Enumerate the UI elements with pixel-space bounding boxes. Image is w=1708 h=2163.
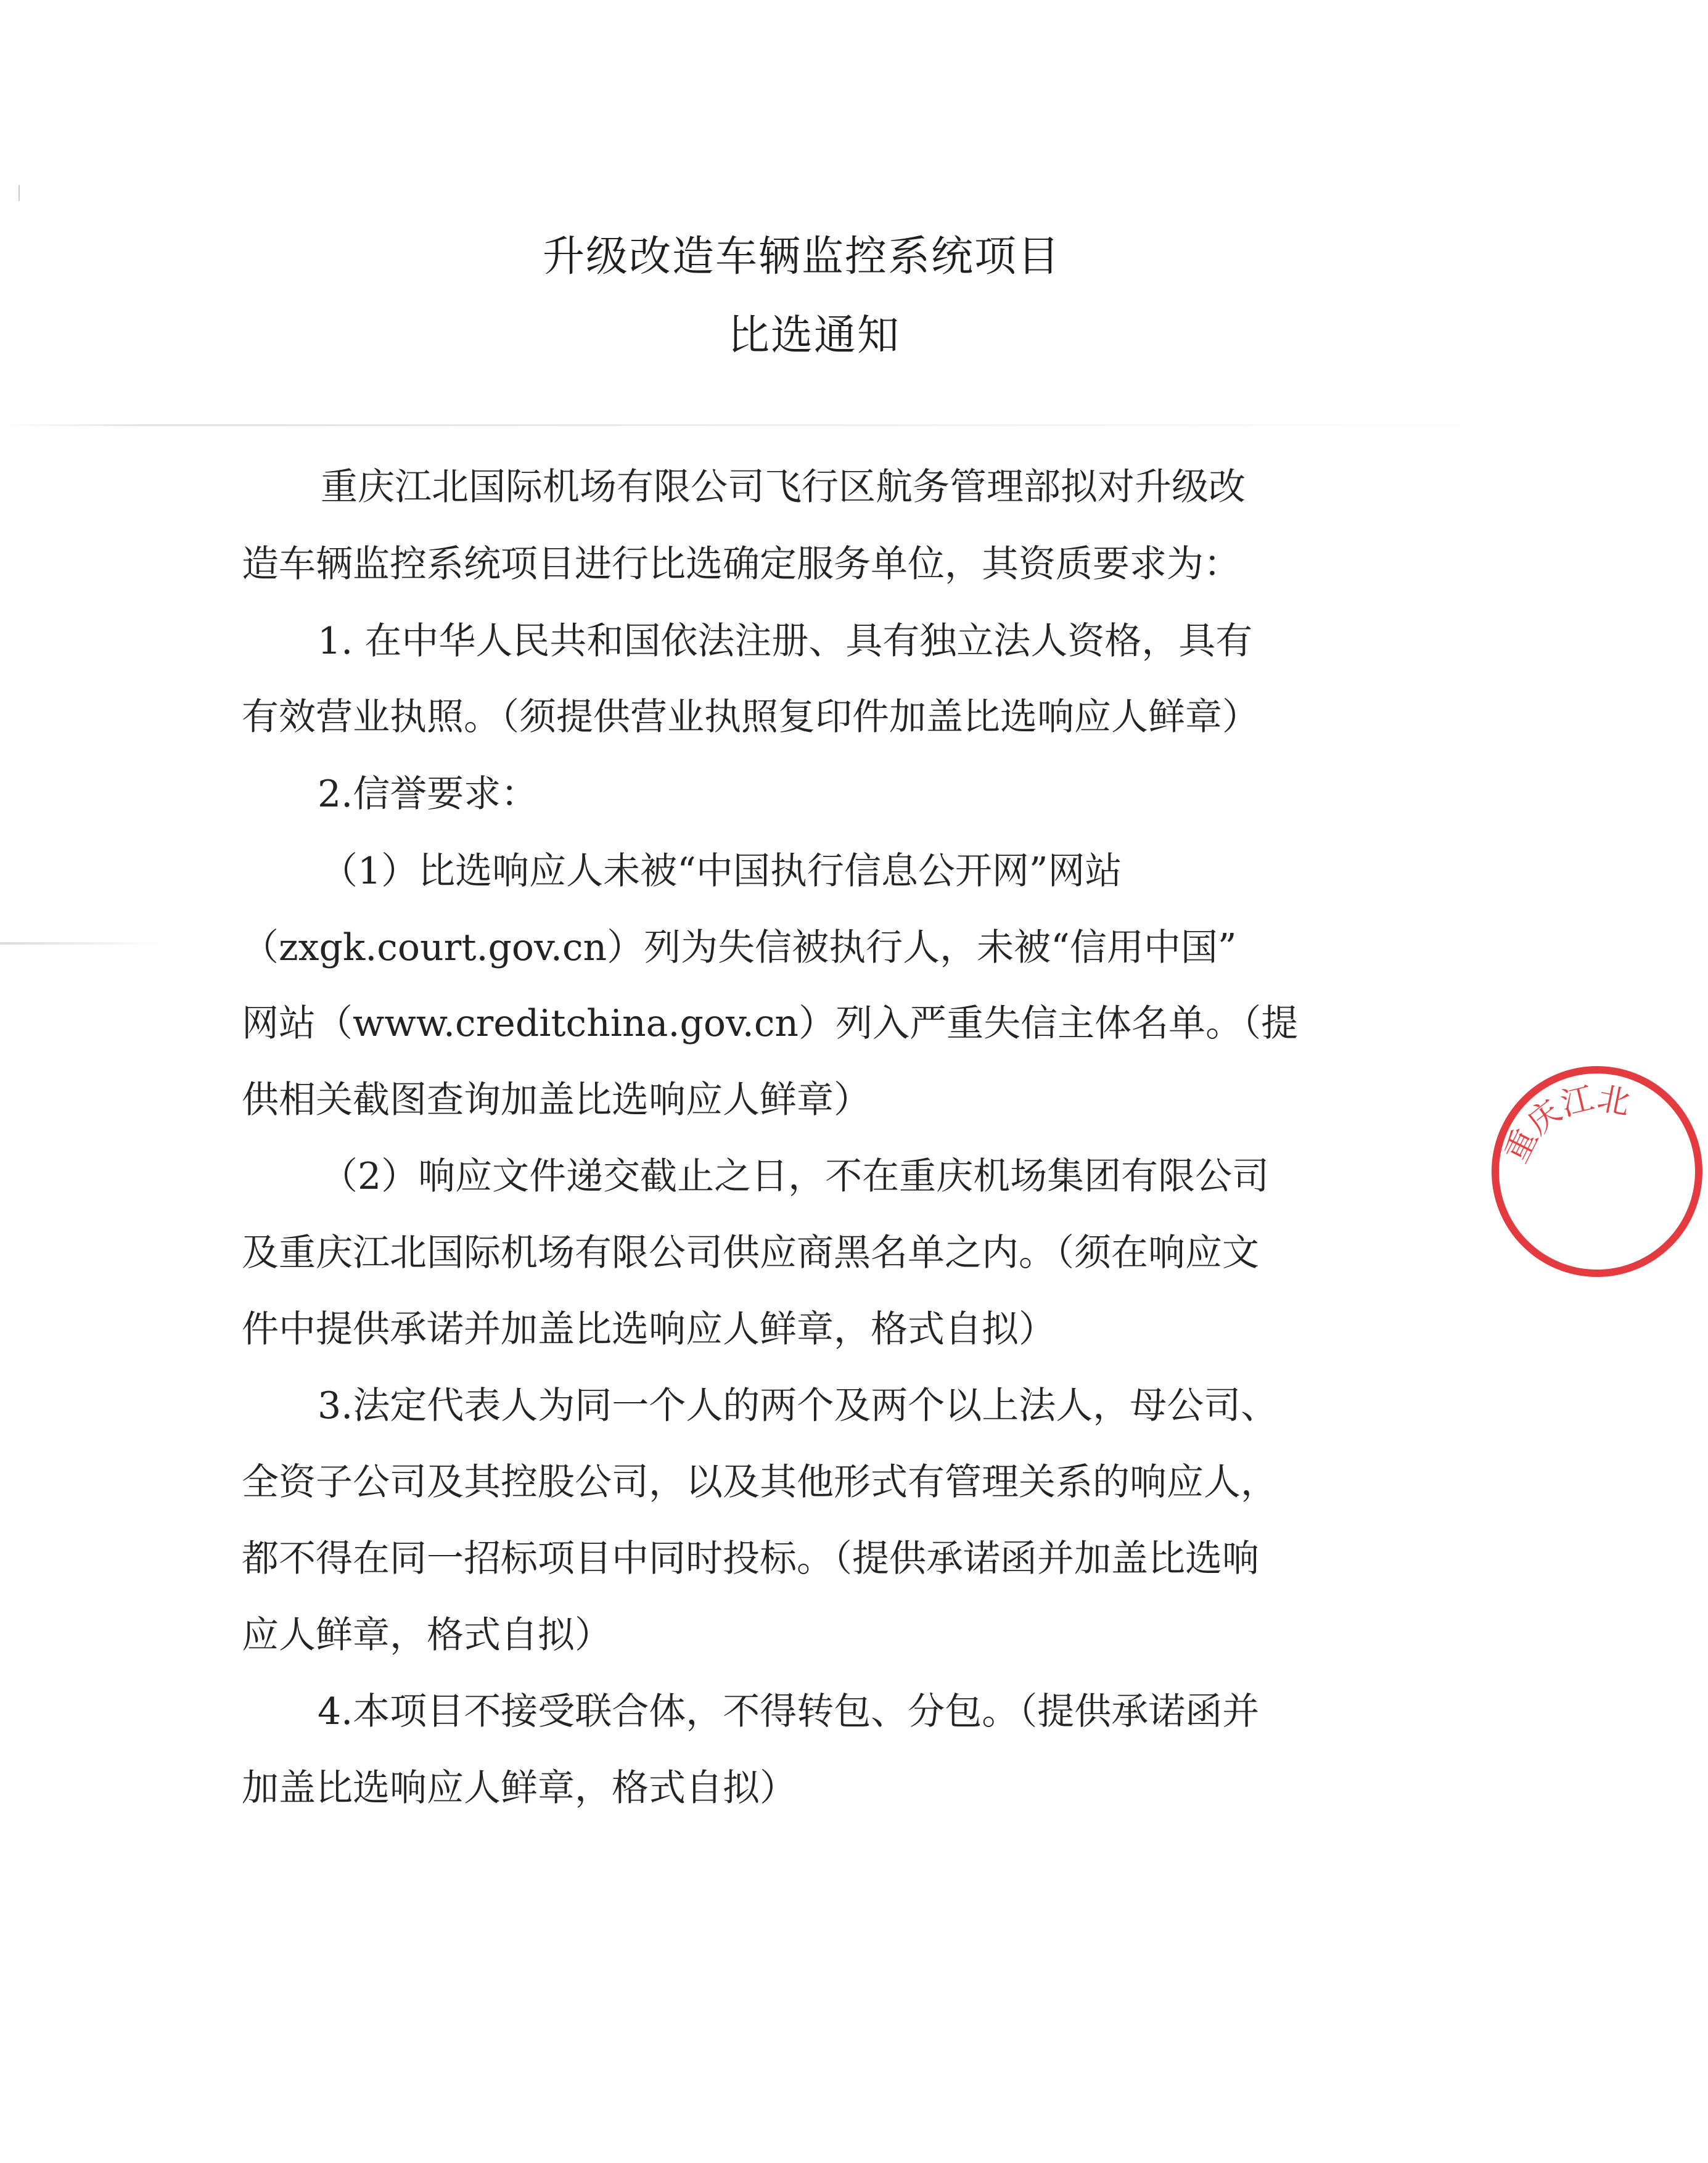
company-seal-stamp <box>1486 1061 1708 1283</box>
body-line-16: 应人鲜章，格式自拟） <box>242 1614 612 1657</box>
document-title-line2: 比选通知 <box>728 311 901 360</box>
body-line-9: 供相关截图查询加盖比选响应人鲜章） <box>242 1078 871 1122</box>
body-line-11: 及重庆江北国际机场有限公司供应商黑名单之内。（须在响应文 <box>242 1231 1259 1274</box>
body-line-13: 3.法定代表人为同一个人的两个及两个以上法人，母公司、 <box>318 1384 1278 1427</box>
body-line-17: 4.本项目不接受联合体，不得转包、分包。（提供承诺函并 <box>318 1690 1260 1733</box>
body-line-10: （2）响应文件递交截止之日，不在重庆机场集团有限公司 <box>321 1155 1270 1198</box>
scan-artifact-tick <box>18 185 20 201</box>
scan-artifact-mark <box>0 942 160 945</box>
body-line-3: 1. 在中华人民共和国依法注册、具有独立法人资格，具有 <box>318 620 1253 663</box>
body-line-5: 2.信誉要求： <box>318 773 538 816</box>
body-line-2: 造车辆监控系统项目进行比选确定服务单位，其资质要求为： <box>242 543 1241 586</box>
body-line-1: 重庆江北国际机场有限公司飞行区航务管理部拟对升级改 <box>321 466 1246 509</box>
body-line-18: 加盖比选响应人鲜章，格式自拟） <box>242 1767 797 1810</box>
body-line-15: 都不得在同一招标项目中同时投标。（提供承诺函并加盖比选响 <box>242 1537 1259 1580</box>
seal-ring <box>1495 1070 1699 1273</box>
document-title-line1: 升级改造车辆监控系统项目 <box>543 232 1061 281</box>
body-line-6: （1）比选响应人未被“中国执行信息公开网”网站 <box>321 850 1122 893</box>
scan-artifact-rule <box>0 424 1529 426</box>
body-line-14: 全资子公司及其控股公司，以及其他形式有管理关系的响应人， <box>242 1461 1278 1504</box>
body-line-7: （zxgk.court.gov.cn）列为失信被执行人，未被“信用中国” <box>242 926 1237 969</box>
body-line-8: 网站（www.creditchina.gov.cn）列入严重失信主体名单。（提 <box>242 1002 1299 1045</box>
seal-text: 重庆江北 <box>1498 1080 1633 1168</box>
body-line-12: 件中提供承诺并加盖比选响应人鲜章，格式自拟） <box>242 1308 1056 1351</box>
body-line-4: 有效营业执照。（须提供营业执照复印件加盖比选响应人鲜章） <box>242 696 1259 739</box>
